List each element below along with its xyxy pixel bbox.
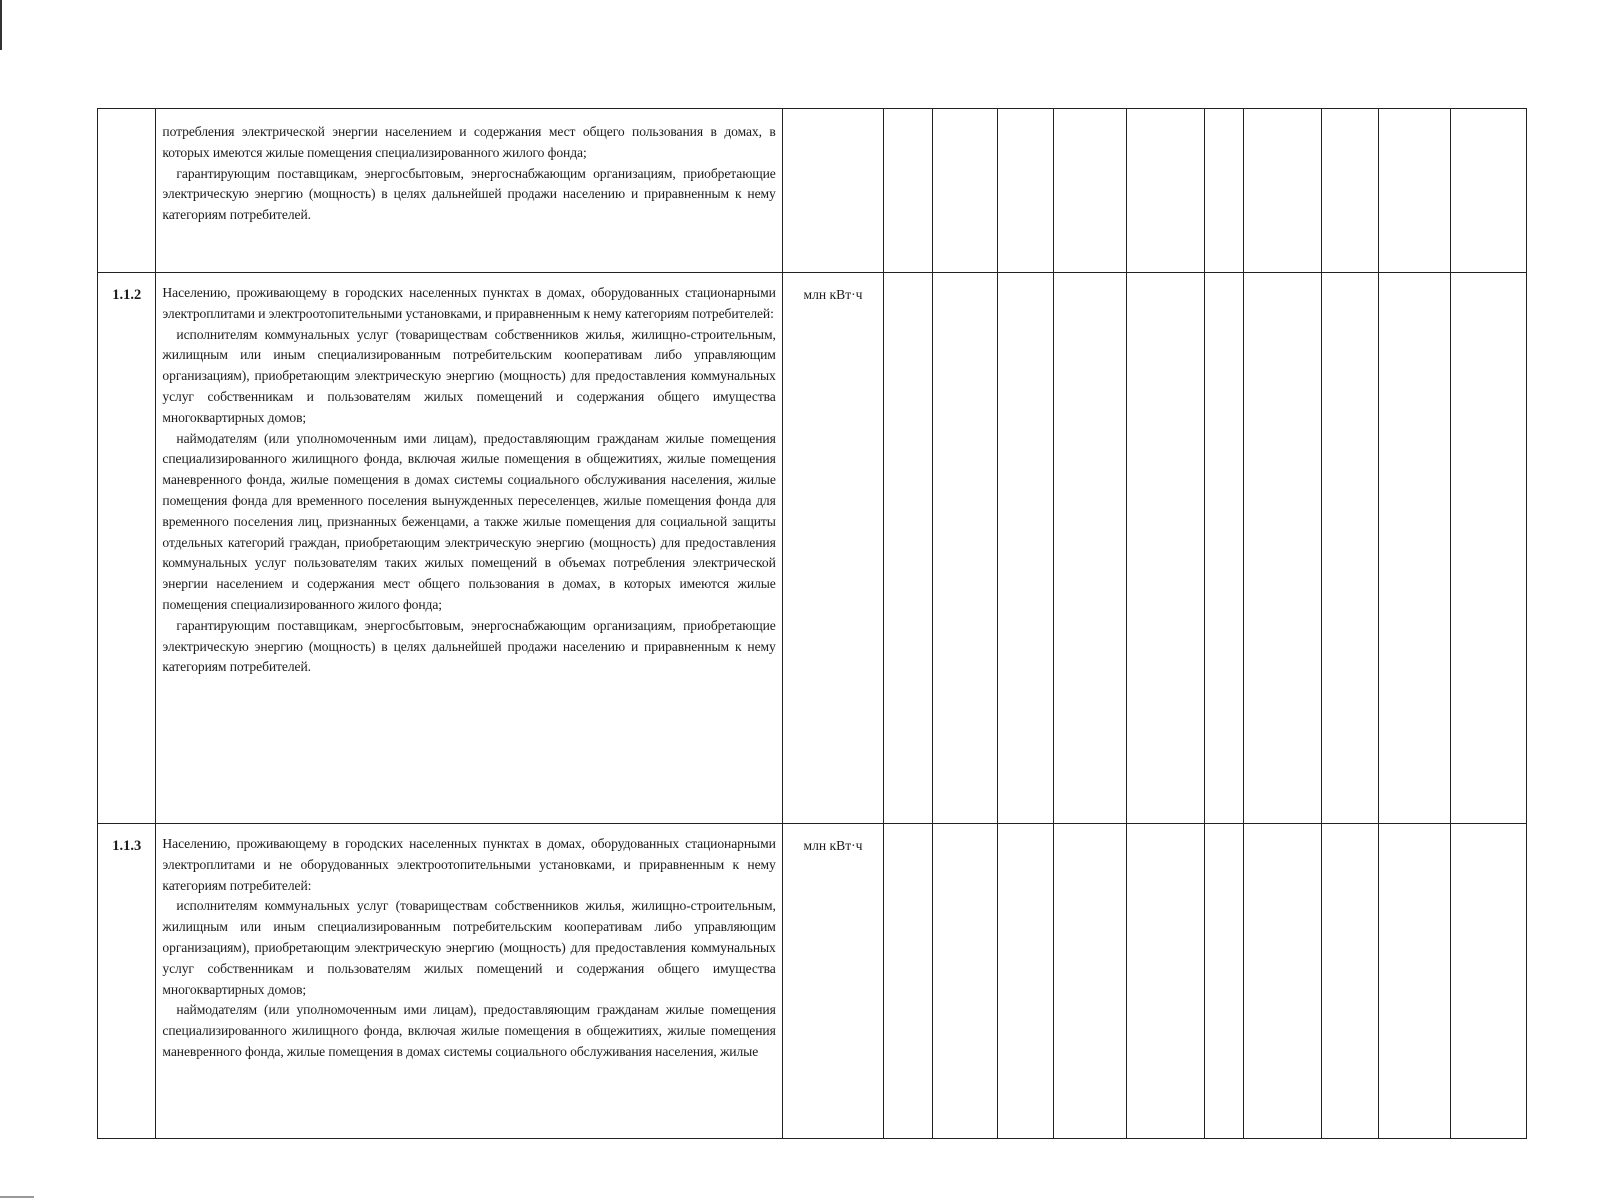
- scan-edge-mark: [0, 1196, 34, 1198]
- value-cell: [998, 109, 1054, 273]
- row-number: 1.1.3: [98, 824, 156, 1139]
- description-paragraph: исполнителям коммунальных услуг (товариществам собственников жилья, жилищно-строительным, жилищным или иным специализированным потребительским кооперативам либо управляющим организациям), приобретающим электрическую энергию (мощность) для предоставления коммунальных услуг собственникам и пользователям жилых помещений и содержания общего имущества многоквартирных домов;: [162, 898, 776, 997]
- description-paragraph: Населению, проживающему в городских населенных пунктах в домах, оборудованных стационарными электроплитами и электроотопительными установками, и приравненным к нему категориям потребителей:: [162, 285, 776, 321]
- description-paragraph: наймодателям (или уполномоченным ими лицам), предоставляющим гражданам жилые помещения специализированного жилищного фонда, включая жилые помещения в общежитиях, жилые помещения маневренного фонда, жилые помещения в домах системы социального обслуживания населения, жилые помещения фонда для временного поселения вынужденных переселенцев, жилые помещения фонда для временного поселения лиц, признанных беженцами, а также жилые помещения для социальной защиты отдельных категорий граждан, приобретающим электрическую энергию (мощность) для предоставления коммунальных услуг пользователям таких жилых помещений в объемах потребления электрической энергии населением и содержания мест общего пользования в домах, в которых имеются жилые помещения специализированного жилого фонда;: [162, 430, 776, 612]
- row-unit: млн кВт·ч: [782, 273, 883, 824]
- value-cell: [1127, 824, 1205, 1139]
- value-cell: [1451, 273, 1527, 824]
- value-cell: [1205, 109, 1244, 273]
- row-description: [156, 273, 782, 824]
- value-cell: [933, 824, 998, 1139]
- description-paragraph: гарантирующим поставщикам, энергосбытовым, энергоснабжающим организациям, приобретающие электрическую энергию (мощность) в целях дальнейшей продажи населению и приравненным к нему категориям потребителей.: [162, 165, 776, 223]
- value-cell: [1244, 273, 1322, 824]
- row-number: [98, 109, 156, 273]
- value-cell: [933, 273, 998, 824]
- value-cell: [1054, 273, 1127, 824]
- row-unit: [782, 109, 883, 273]
- scan-edge-mark: [0, 0, 2, 50]
- value-cell: [1205, 824, 1244, 1139]
- value-cell: [1127, 273, 1205, 824]
- value-cell: [1451, 824, 1527, 1139]
- value-cell: [1205, 273, 1244, 824]
- description-paragraph: Населению, проживающему в городских населенных пунктах в домах, оборудованных стационарными электроплитами и не оборудованных электроотопительными установками, и приравненным к нему категориям потребителей:: [162, 836, 776, 893]
- value-cell: [884, 109, 933, 273]
- value-cell: [1244, 109, 1322, 273]
- description-paragraph: наймодателям (или уполномоченным ими лицам), предоставляющим гражданам жилые помещения специализированного жилищного фонда, включая жилые помещения в общежитиях, жилые помещения маневренного фонда, жилые помещения в домах системы социального обслуживания населения, жилые: [162, 1002, 776, 1059]
- value-cell: [933, 109, 998, 273]
- value-cell: [1321, 273, 1378, 824]
- value-cell: [1451, 109, 1527, 273]
- value-cell: [998, 824, 1054, 1139]
- value-cell: [1244, 824, 1322, 1139]
- value-cell: [1127, 109, 1205, 273]
- value-cell: [1379, 824, 1451, 1139]
- value-cell: [1321, 109, 1378, 273]
- row-description: [156, 824, 782, 1139]
- value-cell: [884, 824, 933, 1139]
- description-paragraph: потребления электрической энергии населением и содержания мест общего пользования в домах, в которых имеются жилые помещения специализированного жилого фонда;: [162, 124, 776, 160]
- table-row: [98, 273, 1527, 824]
- row-number: 1.1.2: [98, 273, 156, 824]
- tariff-balance-table: [97, 108, 1527, 1139]
- value-cell: [1379, 273, 1451, 824]
- table-row: [98, 824, 1527, 1139]
- row-description: [156, 109, 782, 273]
- value-cell: [1321, 824, 1378, 1139]
- value-cell: [1054, 824, 1127, 1139]
- value-cell: [1379, 109, 1451, 273]
- value-cell: [998, 273, 1054, 824]
- row-unit: млн кВт·ч: [782, 824, 883, 1139]
- table-row: [98, 109, 1527, 273]
- description-paragraph: исполнителям коммунальных услуг (товариществам собственников жилья, жилищно-строительным, жилищным или иным специализированным потребительским кооперативам либо управляющим организациям), приобретающим электрическую энергию (мощность) для предоставления коммунальных услуг собственникам и пользователям жилых помещений и содержания общего имущества многоквартирных домов;: [162, 326, 776, 425]
- value-cell: [884, 273, 933, 824]
- value-cell: [1054, 109, 1127, 273]
- description-paragraph: гарантирующим поставщикам, энергосбытовым, энергоснабжающим организациям, приобретающие электрическую энергию (мощность) в целях дальнейшей продажи населению и приравненным к нему категориям потребителей.: [162, 617, 776, 675]
